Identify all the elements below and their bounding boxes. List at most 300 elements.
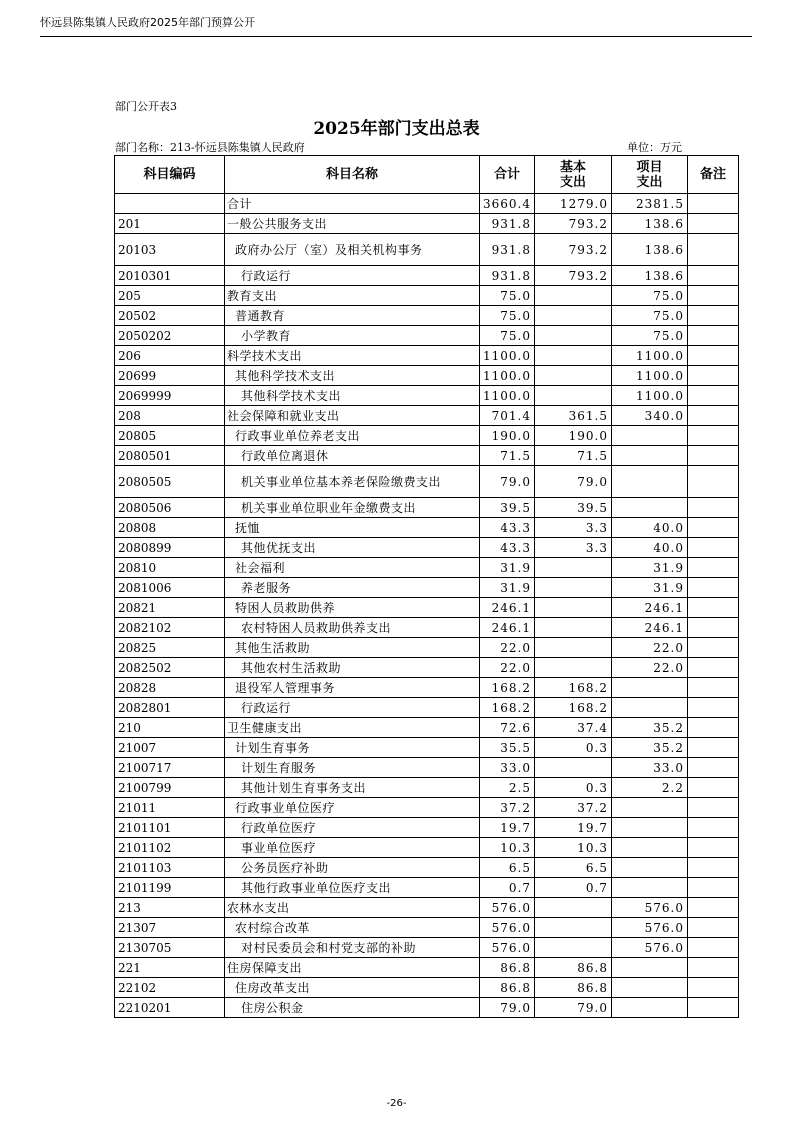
table-row [115,498,739,518]
row-project: 35.2 [612,718,688,738]
row-note [688,286,739,306]
header-basic-line1: 基本 [559,159,586,175]
row-note [688,466,739,498]
row-basic [535,578,612,598]
expenditure-table [114,155,739,1018]
row-project: 576.0 [612,918,688,938]
table-row [115,426,739,446]
table-row [115,466,739,498]
row-note [688,998,739,1018]
page-running-header: 怀远县陈集镇人民政府2025年部门预算公开 [40,14,752,37]
row-note [688,538,739,558]
row-basic [535,326,612,346]
row-name: 科学技术支出 [225,346,480,366]
row-note [688,578,739,598]
row-code: 205 [115,286,225,306]
header-total: 合计 [480,156,535,194]
row-total: 1100.0 [480,366,535,386]
row-note [688,598,739,618]
row-project [612,998,688,1018]
row-name: 行政运行 [225,266,480,286]
row-note [688,958,739,978]
row-basic: 3.3 [535,538,612,558]
row-name: 一般公共服务支出 [225,214,480,234]
row-basic: 37.4 [535,718,612,738]
table-row [115,326,739,346]
row-total: 43.3 [480,518,535,538]
row-name: 行政单位离退休 [225,446,480,466]
row-note [688,658,739,678]
row-project: 138.6 [612,234,688,266]
row-name: 其他优抚支出 [225,538,480,558]
row-name: 其他行政事业单位医疗支出 [225,878,480,898]
row-name: 计划生育服务 [225,758,480,778]
row-note [688,406,739,426]
row-project: 35.2 [612,738,688,758]
page-title: 2025年部门支出总表 [313,119,480,139]
row-basic: 79.0 [535,466,612,498]
row-total: 22.0 [480,638,535,658]
row-note [688,738,739,758]
page-number: -26- [386,1098,407,1109]
row-code: 2082502 [115,658,225,678]
row-basic [535,758,612,778]
row-basic: 168.2 [535,698,612,718]
row-basic: 37.2 [535,798,612,818]
row-project [612,958,688,978]
row-project: 1100.0 [612,346,688,366]
table-row [115,598,739,618]
row-name: 机关事业单位基本养老保险缴费支出 [225,466,480,498]
row-name: 行政事业单位医疗 [225,798,480,818]
row-code: 210 [115,718,225,738]
row-total: 75.0 [480,306,535,326]
table-row [115,306,739,326]
header-project-line2: 支出 [636,174,663,190]
row-total: 246.1 [480,618,535,638]
row-total: 31.9 [480,558,535,578]
row-basic [535,598,612,618]
row-code: 21011 [115,798,225,818]
row-project: 31.9 [612,558,688,578]
row-basic: 0.7 [535,878,612,898]
row-name: 住房改革支出 [225,978,480,998]
row-note [688,778,739,798]
row-note [688,898,739,918]
row-total: 576.0 [480,918,535,938]
table-row [115,838,739,858]
row-total: 0.7 [480,878,535,898]
table-row [115,266,739,286]
row-name: 事业单位医疗 [225,838,480,858]
table-row [115,638,739,658]
row-name: 行政单位医疗 [225,818,480,838]
row-code: 20502 [115,306,225,326]
row-project: 1100.0 [612,366,688,386]
row-note [688,446,739,466]
row-name: 抚恤 [225,518,480,538]
header-basic-line2: 支出 [559,174,586,190]
row-basic: 0.3 [535,738,612,758]
row-name: 合计 [225,194,480,214]
row-basic: 3.3 [535,518,612,538]
table-row [115,958,739,978]
row-project: 2.2 [612,778,688,798]
row-note [688,718,739,738]
row-total: 1100.0 [480,346,535,366]
row-note [688,194,739,214]
row-basic: 361.5 [535,406,612,426]
row-name: 普通教育 [225,306,480,326]
row-note [688,498,739,518]
row-basic: 190.0 [535,426,612,446]
row-code: 221 [115,958,225,978]
row-name: 农村综合改革 [225,918,480,938]
row-project: 246.1 [612,618,688,638]
row-basic: 6.5 [535,858,612,878]
row-project: 40.0 [612,518,688,538]
row-total: 31.9 [480,578,535,598]
row-note [688,618,739,638]
table-row [115,618,739,638]
table-row [115,758,739,778]
row-project [612,838,688,858]
row-note [688,838,739,858]
row-name: 住房保障支出 [225,958,480,978]
row-project: 31.9 [612,578,688,598]
row-note [688,858,739,878]
row-basic [535,918,612,938]
row-project [612,466,688,498]
row-total: 79.0 [480,466,535,498]
row-basic [535,558,612,578]
row-code: 2101101 [115,818,225,838]
row-name: 社会福利 [225,558,480,578]
row-project: 75.0 [612,286,688,306]
row-note [688,938,739,958]
row-basic [535,898,612,918]
row-name: 行政运行 [225,698,480,718]
row-code: 20103 [115,234,225,266]
row-code: 2082801 [115,698,225,718]
row-basic [535,366,612,386]
row-project: 246.1 [612,598,688,618]
row-basic [535,286,612,306]
row-basic: 39.5 [535,498,612,518]
table-row [115,878,739,898]
row-name: 其他计划生育事务支出 [225,778,480,798]
row-total: 6.5 [480,858,535,878]
row-project [612,446,688,466]
row-basic: 168.2 [535,678,612,698]
row-name: 计划生育事务 [225,738,480,758]
row-basic [535,658,612,678]
row-note [688,518,739,538]
row-code: 208 [115,406,225,426]
row-name: 教育支出 [225,286,480,306]
row-note [688,678,739,698]
row-basic: 1279.0 [535,194,612,214]
row-code: 22102 [115,978,225,998]
row-project [612,858,688,878]
header-name: 科目名称 [225,156,480,194]
table-row [115,898,739,918]
row-project [612,678,688,698]
table-header-row [115,156,739,194]
table-body [115,194,739,1018]
table-row [115,738,739,758]
row-name: 机关事业单位职业年金缴费支出 [225,498,480,518]
row-basic: 793.2 [535,214,612,234]
row-name: 退役军人管理事务 [225,678,480,698]
table-row [115,858,739,878]
row-note [688,366,739,386]
table-row [115,386,739,406]
row-note [688,918,739,938]
row-note [688,346,739,366]
table-row [115,286,739,306]
row-note [688,234,739,266]
row-name: 其他农村生活救助 [225,658,480,678]
table-row [115,778,739,798]
row-name: 养老服务 [225,578,480,598]
row-total: 2.5 [480,778,535,798]
row-note [688,878,739,898]
table-row [115,446,739,466]
row-project: 138.6 [612,214,688,234]
table-row [115,918,739,938]
row-code: 2101102 [115,838,225,858]
row-project: 1100.0 [612,386,688,406]
row-code: 20825 [115,638,225,658]
row-name: 公务员医疗补助 [225,858,480,878]
row-basic [535,386,612,406]
row-project: 75.0 [612,326,688,346]
table-row [115,818,739,838]
row-code: 2080505 [115,466,225,498]
row-note [688,386,739,406]
row-basic: 86.8 [535,978,612,998]
header-project [612,156,688,194]
header-note: 备注 [688,156,739,194]
row-basic [535,346,612,366]
row-total: 931.8 [480,214,535,234]
row-name: 政府办公厅（室）及相关机构事务 [225,234,480,266]
row-project [612,978,688,998]
row-code: 21007 [115,738,225,758]
row-note [688,558,739,578]
row-code: 2080899 [115,538,225,558]
row-code: 20828 [115,678,225,698]
table-row [115,346,739,366]
row-basic: 0.3 [535,778,612,798]
row-total: 86.8 [480,978,535,998]
row-basic [535,938,612,958]
row-total: 19.7 [480,818,535,838]
row-code: 206 [115,346,225,366]
row-basic: 71.5 [535,446,612,466]
row-code: 2010301 [115,266,225,286]
row-code: 201 [115,214,225,234]
row-code: 20805 [115,426,225,446]
row-project: 138.6 [612,266,688,286]
row-code: 20808 [115,518,225,538]
row-total: 3660.4 [480,194,535,214]
table-meta [115,139,682,155]
row-total: 72.6 [480,718,535,738]
row-code: 20810 [115,558,225,578]
row-basic [535,306,612,326]
row-code: 2069999 [115,386,225,406]
table-row [115,718,739,738]
table-row [115,978,739,998]
row-total: 576.0 [480,898,535,918]
row-code: 2080506 [115,498,225,518]
row-note [688,638,739,658]
row-project: 576.0 [612,898,688,918]
row-project [612,426,688,446]
row-total: 701.4 [480,406,535,426]
row-project: 33.0 [612,758,688,778]
row-name: 对村民委员会和村党支部的补助 [225,938,480,958]
table-row [115,658,739,678]
row-total: 43.3 [480,538,535,558]
table-row [115,938,739,958]
table-row [115,998,739,1018]
row-total: 576.0 [480,938,535,958]
row-basic: 793.2 [535,234,612,266]
header-basic [535,156,612,194]
department-label: 部门名称：213-怀远县陈集镇人民政府 [115,141,305,154]
row-name: 农村特困人员救助供养支出 [225,618,480,638]
row-note [688,798,739,818]
row-basic: 86.8 [535,958,612,978]
row-note [688,698,739,718]
row-note [688,214,739,234]
row-project [612,498,688,518]
table-row [115,678,739,698]
table-row [115,558,739,578]
row-total: 190.0 [480,426,535,446]
row-code: 213 [115,898,225,918]
table-row [115,194,739,214]
row-total: 79.0 [480,998,535,1018]
row-code: 2100799 [115,778,225,798]
table-row [115,366,739,386]
row-name: 卫生健康支出 [225,718,480,738]
row-note [688,818,739,838]
row-project: 40.0 [612,538,688,558]
table-number: 部门公开表3 [115,100,177,113]
row-note [688,326,739,346]
row-code: 2082102 [115,618,225,638]
row-code: 2101103 [115,858,225,878]
header-code: 科目编码 [115,156,225,194]
table-row [115,798,739,818]
table-row [115,518,739,538]
row-note [688,306,739,326]
row-total: 168.2 [480,678,535,698]
row-note [688,758,739,778]
row-project: 75.0 [612,306,688,326]
row-basic [535,638,612,658]
row-total: 39.5 [480,498,535,518]
row-total: 1100.0 [480,386,535,406]
table-row [115,578,739,598]
header-project-line1: 项目 [636,159,663,175]
row-total: 71.5 [480,446,535,466]
row-project: 2381.5 [612,194,688,214]
row-name: 社会保障和就业支出 [225,406,480,426]
row-note [688,978,739,998]
row-code: 2130705 [115,938,225,958]
row-code: 2101199 [115,878,225,898]
row-project: 340.0 [612,406,688,426]
row-total: 35.5 [480,738,535,758]
table-row [115,698,739,718]
row-total: 75.0 [480,286,535,306]
row-project: 22.0 [612,638,688,658]
row-code [115,194,225,214]
row-name: 行政事业单位养老支出 [225,426,480,446]
row-project: 22.0 [612,658,688,678]
row-name: 特困人员救助供养 [225,598,480,618]
row-basic: 79.0 [535,998,612,1018]
row-code: 2081006 [115,578,225,598]
row-code: 20699 [115,366,225,386]
row-name: 小学教育 [225,326,480,346]
row-note [688,426,739,446]
row-total: 37.2 [480,798,535,818]
row-project: 576.0 [612,938,688,958]
row-total: 246.1 [480,598,535,618]
row-code: 21307 [115,918,225,938]
row-total: 931.8 [480,234,535,266]
row-name: 其他生活救助 [225,638,480,658]
row-total: 33.0 [480,758,535,778]
row-name: 其他科学技术支出 [225,386,480,406]
row-project [612,698,688,718]
row-project [612,878,688,898]
table-row [115,234,739,266]
row-total: 168.2 [480,698,535,718]
row-code: 2050202 [115,326,225,346]
row-code: 2100717 [115,758,225,778]
row-total: 22.0 [480,658,535,678]
row-total: 86.8 [480,958,535,978]
table-row [115,214,739,234]
row-code: 2210201 [115,998,225,1018]
row-basic: 10.3 [535,838,612,858]
table-row [115,538,739,558]
row-name: 其他科学技术支出 [225,366,480,386]
row-code: 20821 [115,598,225,618]
row-total: 10.3 [480,838,535,858]
row-project [612,818,688,838]
row-total: 75.0 [480,326,535,346]
row-code: 2080501 [115,446,225,466]
unit-label: 单位：万元 [627,141,682,154]
row-project [612,798,688,818]
row-name: 农林水支出 [225,898,480,918]
row-note [688,266,739,286]
row-total: 931.8 [480,266,535,286]
row-name: 住房公积金 [225,998,480,1018]
row-basic: 19.7 [535,818,612,838]
table-row [115,406,739,426]
row-basic: 793.2 [535,266,612,286]
row-basic [535,618,612,638]
